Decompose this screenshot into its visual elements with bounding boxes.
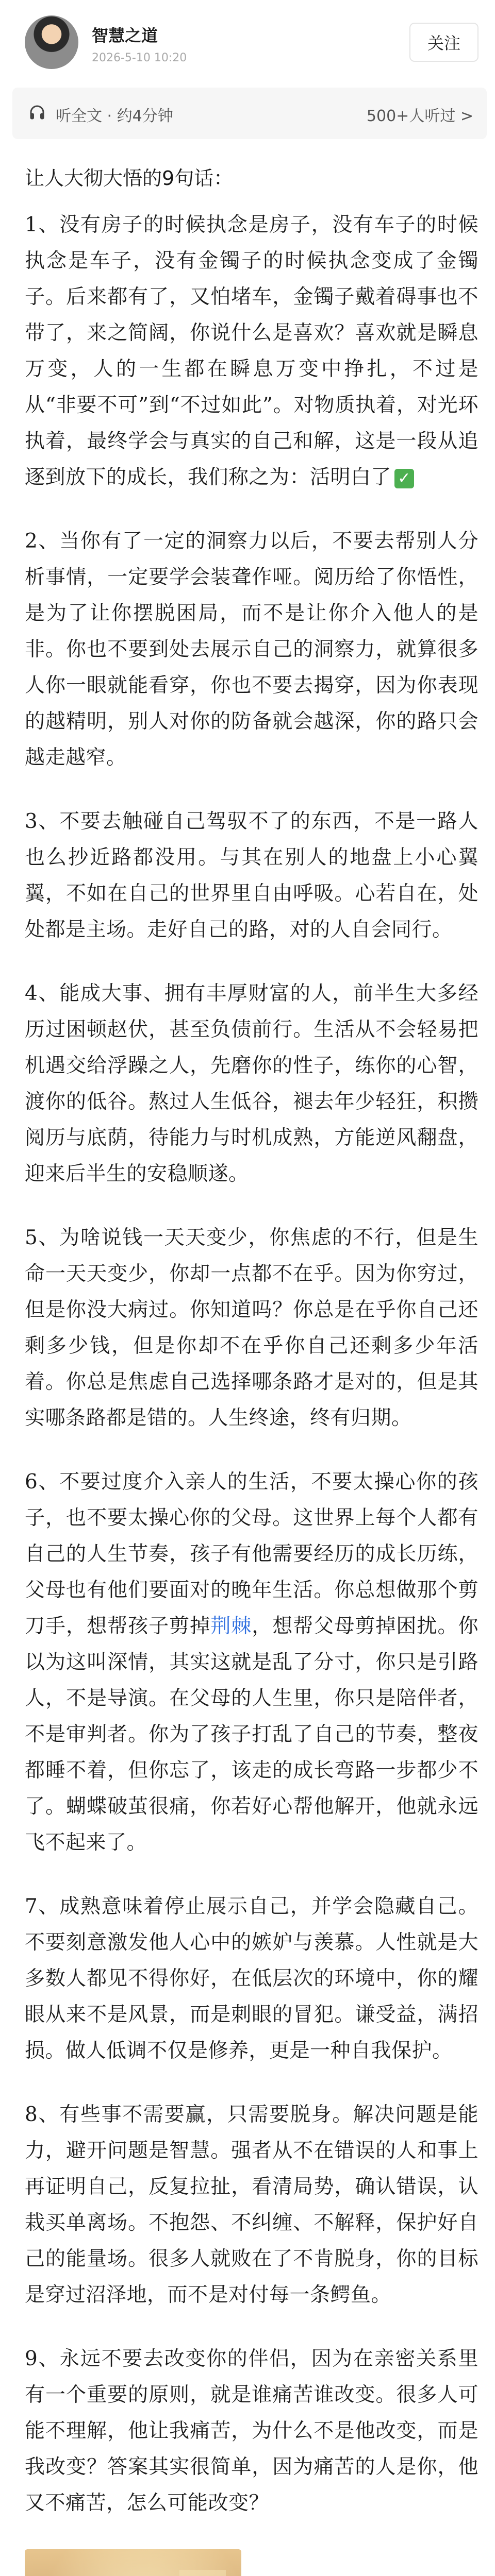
post-header [0, 0, 495, 88]
listen-bar[interactable] [12, 88, 487, 139]
paragraph-1 [25, 207, 478, 496]
author-name[interactable]: 智慧之道 [92, 26, 158, 45]
paragraph-4: 4、能成大事、拥有丰厚财富的人，前半生大多经历过困顿赵伏，甚至负债前行。生活从不会轻易把机遇交给浮躁之人，先磨你的性子，练你的心智，渡你的低谷。熬过人生低谷，褪去年少轻狂，积攒阅历与底荫，待能力与时机成熟，方能逆风翻盘，迎来后半生的安稳顺遂。 [25, 982, 478, 1185]
paragraph-8: 8、有些事不需要赢，只需要脱身。解决问题是能力，避开问题是智慧。强者从不在错误的人和事上再证明自己，反复拉扯，看清局势，确认错误，认栽买单离场。不抱怨、不纠缠、不解释，保护好自己的能量场。很多人就败在了不肯脱身，你的目标是穿过沼泽地，而不是对付每一条鳄鱼。 [25, 2103, 478, 2307]
check-mark-icon: ✓ [394, 469, 414, 488]
keyword-link[interactable]: 荆棘 [210, 1615, 252, 1638]
paragraph-6 [25, 1464, 478, 1861]
paragraph-6-text-a: 6、不要过度介入亲人的生活，不要太操心你的孩子，也不要太操心你的父母。这世界上每个人都有自己的人生节奏，孩子有他需要经历的成长历练，父母也有他们要面对的晚年生活。你总想做那个剪刀手，想帮孩子剪掉 [25, 1470, 478, 1638]
paragraph-6-text-b: ，想帮父母剪掉困扰。你以为这叫深情，其实这就是乱了分寸，你只是引路人，不是导演。在父母的人生里，你只是陪伴者，不是审判者。你为了孩子打乱了自己的节奏，整夜都睡不着，但你忘了，该走的成长弯路一步都少不了。蝴蝶破茧很痛，你若好心帮他解开，他就永远飞不起来了。 [25, 1615, 478, 1854]
paragraph-2: 2、当你有了一定的洞察力以后，不要去帮别人分析事情，一定要学会装聋作哑。阅历给了你悟性，是为了让你摆脱困局，而不是让你介入他人的是非。你也不要到处去展示自己的洞察力，就算很多人你一眼就能看穿，你也不要去揭穿，因为你表现的越精明，别人对你的防备就会越深，你的路只会越走越窄。 [25, 530, 478, 769]
follow-button[interactable]: 关注 [409, 23, 478, 62]
post-date: 2026-5-10 10:20 [92, 52, 187, 64]
author-avatar[interactable] [25, 15, 78, 69]
headphones-icon [28, 103, 46, 122]
meditation-illustration[interactable] [25, 2549, 241, 2576]
listen-label[interactable]: 听全文 · 约4分钟 [56, 107, 173, 125]
article-body [0, 139, 495, 2576]
listener-count[interactable]: 500+人听过 > [366, 107, 473, 125]
article-intro: 让人大彻大悟的9句话： [25, 167, 234, 190]
paragraph-3: 3、不要去触碰自己驾驭不了的东西，不是一路人也么抄近路都没用。与其在别人的地盘上小心翼翼，不如在自己的世界里自由呼吸。心若自在，处处都是主场。走好自己的路，对的人自会同行。 [25, 810, 478, 941]
paragraph-1-text: 1、没有房子的时候执念是房子，没有车子的时候执念是车子，没有金镯子的时候执念变成了金镯子。后来都有了，又怕堵车，金镯子戴着碍事也不带了，来之简阔，你说什么是喜欢？喜欢就是瞬息万变，人的一生都在瞬息万变中挣扎，不过是从“非要不可”到“不过如此”。对物质执着，对光环执着，最终学会与真实的自己和解，这是一段从追逐到放下的成长，我们称之为：活明白了 [25, 213, 478, 489]
paragraph-9: 9、永远不要去改变你的伴侣，因为在亲密关系里有一个重要的原则，就是谁痛苦谁改变。很多人可能不理解，他让我痛苦，为什么不是他改变，而是我改变？答案其实很简单，因为痛苦的人是你，他又不痛苦，怎么可能改变？ [25, 2347, 478, 2515]
paragraph-7: 7、成熟意味着停止展示自己，并学会隐藏自己。不要刻意激发他人心中的嫉妒与羡慕。人性就是大多数人都见不得你好，在低层次的环境中，你的耀眼从来不是风景，而是刺眼的冒犯。谦受益，满招损。做人低调不仅是修养，更是一种自我保护。 [25, 1895, 478, 2062]
paragraph-5: 5、为啥说钱一天天变少，你焦虑的不行，但是生命一天天变少，你却一点都不在乎。因为你穷过，但是你没大病过。你知道吗？你总是在乎你自己还剩多少钱，但是你却不在乎你自己还剩多少年活着。你总是焦虑自己选择哪条路才是对的，但是其实哪条路都是错的。人生终途，终有归期。 [25, 1226, 478, 1430]
